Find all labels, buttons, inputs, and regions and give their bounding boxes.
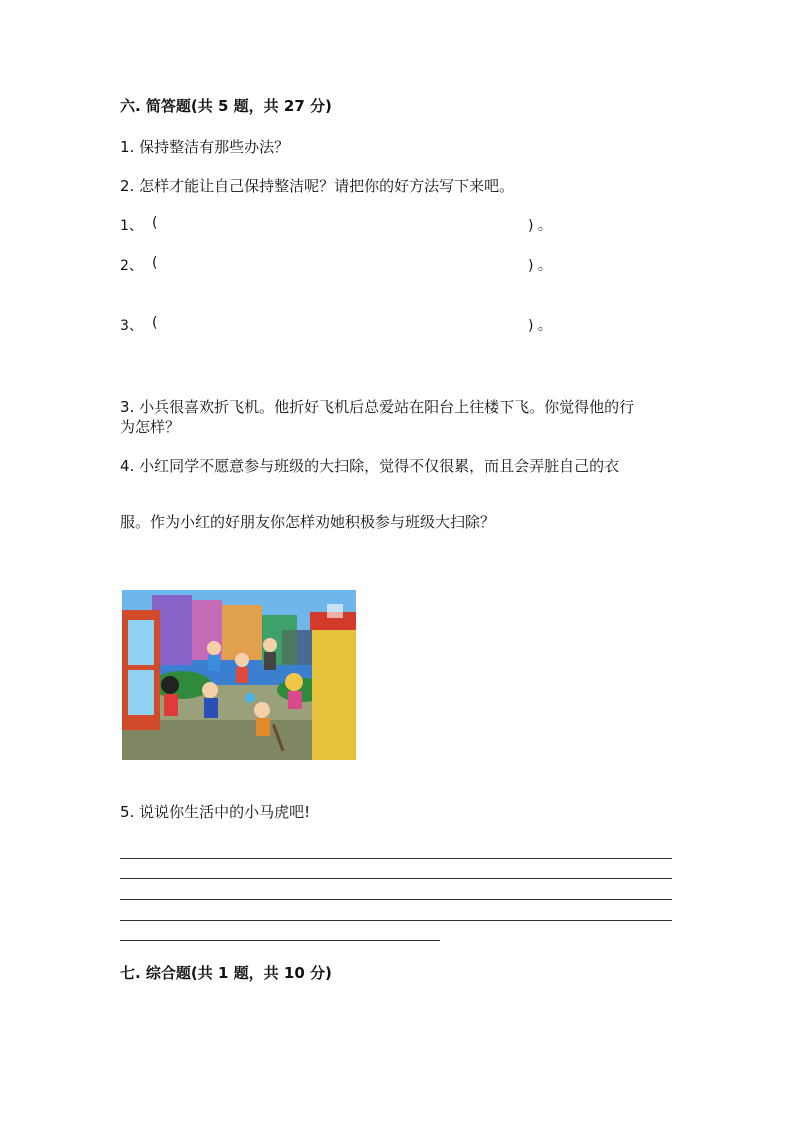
- close-paren: ) 。: [528, 218, 552, 234]
- answer-row-3: [120, 315, 580, 335]
- answer-line: [120, 940, 440, 941]
- answer-row-number: 3、: [120, 318, 143, 334]
- question-3-line-1: 3. 小兵很喜欢折飞机。他折好飞机后总爱站在阳台上往楼下飞。你觉得他的行: [120, 398, 635, 416]
- answer-line: [120, 878, 672, 879]
- children-cleaning-illustration: [122, 590, 356, 760]
- open-paren: (: [152, 315, 158, 331]
- answer-row-number: 2、: [120, 258, 143, 274]
- question-3-line-2: 为怎样？: [120, 418, 181, 436]
- section-7-heading: 七. 综合题(共 1 题，共 10 分): [120, 964, 332, 982]
- close-paren: ) 。: [528, 258, 552, 274]
- answer-line: [120, 920, 672, 921]
- question-1: 1. 保持整洁有那些办法？: [120, 138, 290, 156]
- answer-row-1: [120, 215, 580, 235]
- answer-row-2: [120, 255, 580, 275]
- answer-row-number: 1、: [120, 218, 143, 234]
- question-4-line-1: 4. 小红同学不愿意参与班级的大扫除，觉得不仅很累，而且会弄脏自己的衣: [120, 457, 620, 475]
- open-paren: (: [152, 215, 158, 231]
- open-paren: (: [152, 255, 158, 271]
- section-6-heading: 六. 简答题(共 5 题，共 27 分): [120, 97, 332, 115]
- answer-line: [120, 899, 672, 900]
- question-5: 5. 说说你生活中的小马虎吧!: [120, 803, 311, 821]
- question-2: 2. 怎样才能让自己保持整洁呢？请把你的好方法写下来吧。: [120, 177, 515, 195]
- close-paren: ) 。: [528, 318, 552, 334]
- question-4-line-2: 服。作为小红的好朋友你怎样劝她积极参与班级大扫除？: [120, 513, 496, 531]
- answer-line: [120, 858, 672, 859]
